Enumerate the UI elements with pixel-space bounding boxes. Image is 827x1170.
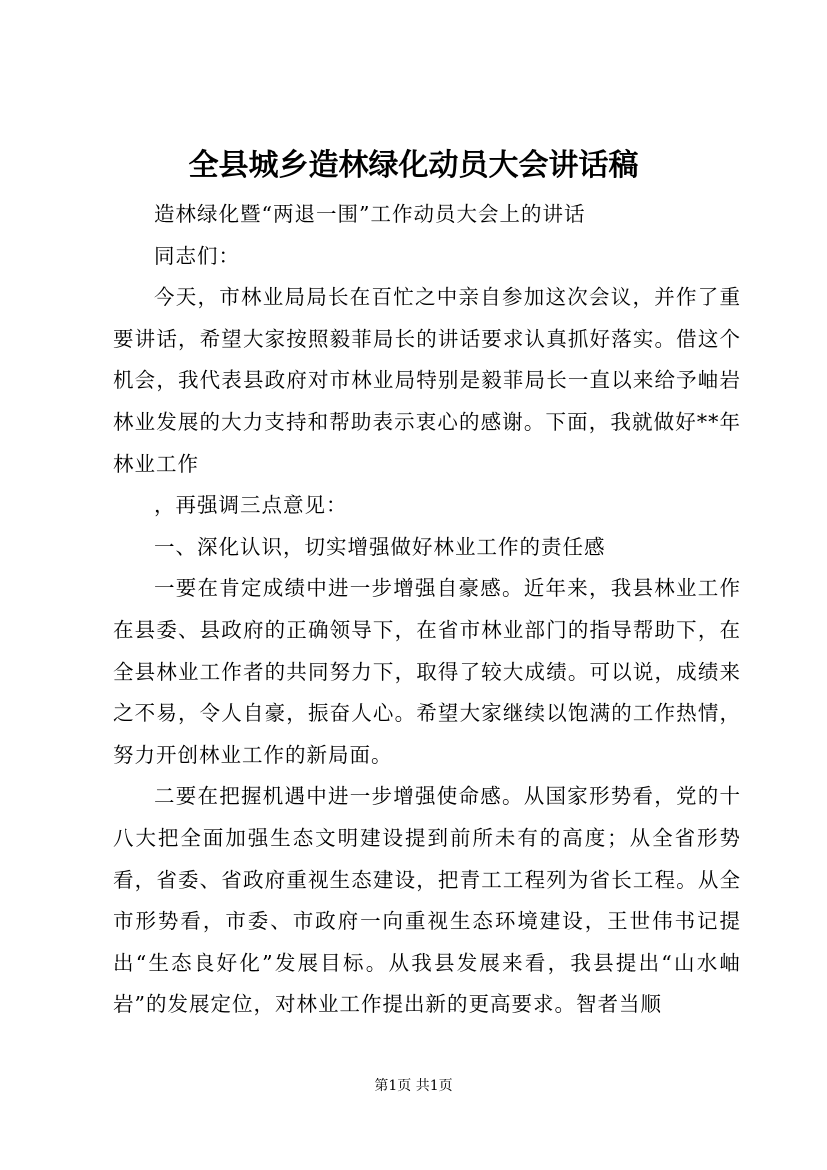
page-footer: 第1页 共1页 xyxy=(374,1078,453,1094)
section-heading: 一、深化认识，切实增强做好林业工作的责任感 xyxy=(154,534,606,559)
salutation-paragraph: 同志们： xyxy=(154,243,240,268)
body-paragraph: 一要在肯定成绩中进一步增强自豪感。近年来，我县林业工作在县委、县政府的正确领导下，在省市林业部门的指导帮助下，在全县林业工作者的共同努力下，取得了较大成绩。可以说，成绩来之不易，令人自豪，振奋人心。希望大家继续以饱满的工作热情，努力开创林业工作的新局面。 xyxy=(113,576,741,767)
body-paragraph: 今天，市林业局局长在百忙之中亲自参加这次会议，并作了重要讲话，希望大家按照毅菲局长的讲话要求认真抓好落实。借这个机会，我代表县政府对市林业局特别是毅菲局长一直以来给予岫岩林业发展的大力支持和帮助表示衷心的感谢。下面，我就做好**年林业工作 xyxy=(113,285,741,476)
body-paragraph: ，再强调三点意见： xyxy=(154,493,348,518)
page-title: 全县城乡造林绿化动员大会讲话稿 xyxy=(188,148,639,183)
document-body xyxy=(113,194,741,1026)
body-paragraph: 二要在把握机遇中进一步增强使命感。从国家形势看，党的十八大把全面加强生态文明建设提到前所未有的高度；从全省形势看，省委、省政府重视生态建设，把青工工程列为省长工程。从全市形势看，市委、市政府一向重视生态环境建设，王世伟书记提出“生态良好化”发展目标。从我县发展来看，我县提出“山水岫岩”的发展定位，对林业工作提出新的更高要求。智者当顺 xyxy=(113,784,741,1017)
subtitle-paragraph: 造林绿化暨“两退一围”工作动员大会上的讲话 xyxy=(154,202,586,226)
